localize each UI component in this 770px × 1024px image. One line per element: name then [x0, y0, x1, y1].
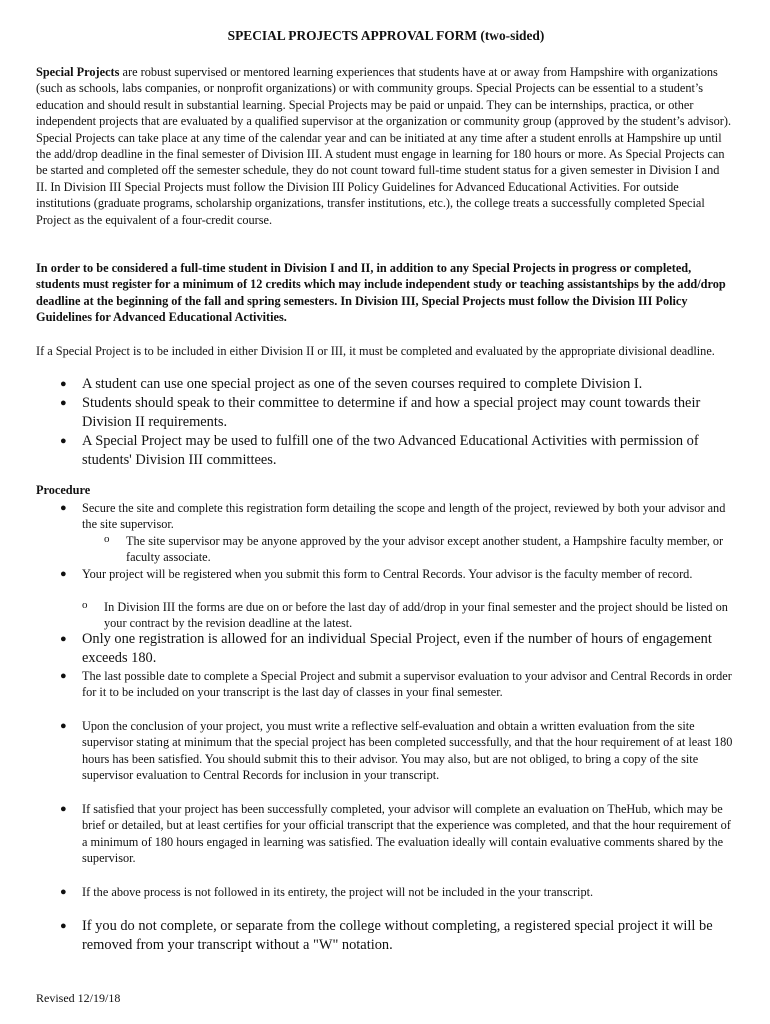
list-item: ● A Special Project may be used to fulfill one of the two Advanced Educational Activities with permission of students' Division III committees. — [60, 433, 699, 468]
procedure-heading: Procedure — [36, 483, 91, 497]
procedure-step-7: ● If the above process is not followed in its entirety, the project will not be included in the your transcript. — [60, 885, 594, 899]
list-item: ● A student can use one special project as one of the seven courses required to complete Division I. — [60, 376, 643, 392]
intro-lead: Special Projects — [36, 65, 120, 79]
bullet-icon: ● — [60, 397, 67, 409]
circle-bullet-icon: o — [82, 599, 88, 611]
procedure-step-3: ● Only one registration is allowed for an individual Special Project, even if the number of hours of engagement exceeds 180. — [60, 631, 712, 666]
division-intro: If a Special Project is to be included in either Division II or III, it must be completed and evaluated by the appropriate divisional deadline. — [36, 344, 715, 358]
procedure-step-2-sub: o In Division III the forms are due on or before the last day of add/drop in your final semester and the project should be listed on your contract by the revision deadline at the latest. — [82, 599, 728, 631]
intro-text: are robust supervised or mentored learning experiences that students have at or away from Hampshire with organizations (such as schools, labs companies, or nonprofit organizations) or with community groups. Special Projects can be essential to a student’s education and should result in substantial learning. Special Projects may be paid or unpaid. They can be internships, practica, or other independent projects that are evaluated by a qualified supervisor at the organization or community group (approved by the student’s advisor). Special Projects can take place at any time of the calendar year and can be initiated at any time after a student enrolls at Hampshire up until the add/drop deadline in the final semester of Division III. A student must engage in learning for 180 hours or more. As Special Projects can be started and completed off the semester schedule, they do not count toward full-time student status for a given semester in Division I and II. In Division III Special Projects must follow the Division III Policy Guidelines for Advanced Educational Activities. For outside institutions (graduate programs, scholarship organizations, transfer institutions, etc.), the college treats a successfully completed Special Project as the equivalent of a four-credit course. — [36, 65, 732, 227]
fulltime-notice: In order to be considered a full-time student in Division I and II, in addition to any Special Projects in progress or completed, students must register for a minimum of 12 credits which may include independent study or teaching assistantships by the add/drop deadline at the beginning of the fall and spring semesters. In Division III, Special Projects must follow the Division III Policy Guidelines for Advanced Educational Activities. — [36, 261, 726, 325]
page-title: SPECIAL PROJECTS APPROVAL FORM (two-sided) — [227, 28, 545, 43]
procedure-step-1-sub: o The site supervisor may be anyone approved by the your advisor except another student, a Hampshire faculty member, or faculty associate. — [104, 533, 724, 565]
bullet-icon: ● — [60, 378, 67, 390]
procedure-step-8: ● If you do not complete, or separate from the college without completing, a registered special project it will be removed from your transcript without a "W" notation. — [60, 918, 713, 953]
procedure-step-2: ● Your project will be registered when you submit this form to Central Records. Your advisor is the faculty member of record. — [60, 567, 693, 581]
bullet-icon: ● — [60, 568, 67, 580]
bullet-icon: ● — [60, 920, 67, 932]
procedure-step-4: ● The last possible date to complete a Special Project and submit a supervisor evaluation to your advisor and Central Records in order for it to be included on your transcript is the last day of classes in your final semester. — [60, 669, 732, 700]
procedure-step-6: ● If satisfied that your project has been successfully completed, your advisor will complete an evaluation on TheHub, which may be brief or detailed, but at least certifies for your official transcript that the experience was completed, and that the hour requirement of a minimum of 180 hours engaged in learning was satisfied. The evaluation ideally will contain evaluative comments shared by the supervisor. — [60, 802, 731, 866]
list-item: ● Students should speak to their committee to determine if and how a special project may count towards their Division II requirements. — [60, 395, 701, 430]
division-bullet-list — [36, 375, 736, 470]
procedure-step-1: ● Secure the site and complete this registration form detailing the scope and length of the project, reviewed by both your advisor and the site supervisor. — [60, 501, 726, 532]
procedure-step-5: ● Upon the conclusion of your project, you must write a reflective self-evaluation and obtain a written evaluation from the site supervisor stating at minimum that the special project has been completed successfully, and that the hour requirement of at least 180 hours has been satisfied. You should submit this to their advisor. You may also, but are not obliged, to bring a copy of the site supervisor evaluation to Central Records for inclusion in your transcript. — [60, 719, 733, 783]
bullet-icon: ● — [60, 502, 67, 514]
bullet-icon: ● — [60, 720, 67, 732]
bullet-icon: ● — [60, 633, 67, 645]
revision-date: Revised 12/19/18 — [36, 991, 121, 1005]
intro-paragraph — [36, 64, 733, 228]
bullet-icon: ● — [60, 435, 67, 447]
bullet-icon: ● — [60, 670, 67, 682]
bullet-icon: ● — [60, 803, 67, 815]
circle-bullet-icon: o — [104, 533, 110, 545]
bullet-icon: ● — [60, 886, 67, 898]
